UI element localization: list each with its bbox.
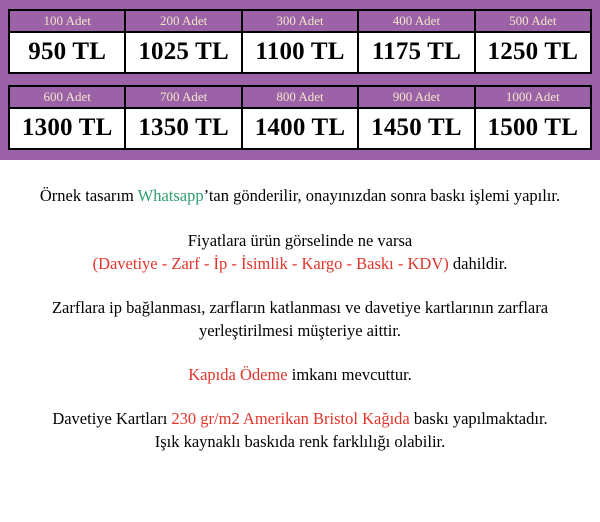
pricing-price-value: 1450 TL bbox=[371, 114, 462, 141]
pricing-qty-label: 900 Adet bbox=[359, 87, 473, 109]
pricing-cell-800 bbox=[243, 87, 359, 148]
note-paper-text-2: baskı yapılmaktadır. bbox=[409, 409, 548, 428]
note-customer-line-2: yerleştirilmesi müşteriye aittir. bbox=[198, 321, 402, 340]
pricing-qty-label: 100 Adet bbox=[10, 11, 124, 33]
note-cod-highlight: Kapıda Ödeme bbox=[188, 365, 288, 384]
pricing-table-band bbox=[0, 0, 600, 160]
pricing-price-value: 1350 TL bbox=[138, 114, 229, 141]
pricing-price-value: 1100 TL bbox=[255, 38, 345, 65]
note-whatsapp-text-2: ’tan gönderilir, onayınızdan sonra baskı işlemi yapılır. bbox=[203, 186, 561, 205]
pricing-cell-500 bbox=[476, 11, 590, 72]
note-included bbox=[14, 229, 586, 275]
pricing-qty-label: 500 Adet bbox=[476, 11, 590, 33]
pricing-cell-900 bbox=[359, 87, 475, 148]
note-included-line-1: Fiyatlara ürün görselinde ne varsa bbox=[187, 231, 413, 250]
note-paper-spec bbox=[14, 407, 586, 453]
pricing-price-value: 1025 TL bbox=[138, 38, 229, 65]
pricing-price-value: 1400 TL bbox=[254, 114, 346, 141]
pricing-price-value: 1175 TL bbox=[371, 38, 461, 65]
pricing-cell-400 bbox=[359, 11, 475, 72]
note-whatsapp-text-1: Örnek tasarım bbox=[39, 186, 138, 205]
pricing-qty-label: 800 Adet bbox=[243, 87, 357, 109]
pricing-qty-label: 700 Adet bbox=[126, 87, 240, 109]
note-customer-line-1: Zarflara ip bağlanması, zarfların katlanması ve davetiye kartlarının zarflara bbox=[51, 298, 549, 317]
pricing-cell-600 bbox=[10, 87, 126, 148]
pricing-cell-200 bbox=[126, 11, 242, 72]
pricing-price-value: 1250 TL bbox=[487, 38, 579, 65]
note-included-text-2: dahildir. bbox=[448, 254, 508, 273]
pricing-qty-label: 400 Adet bbox=[359, 11, 473, 33]
pricing-qty-label: 600 Adet bbox=[10, 87, 124, 109]
note-whatsapp bbox=[14, 184, 586, 207]
note-paper-highlight: 230 gr/m2 Amerikan Bristol Kağıda bbox=[171, 409, 410, 428]
note-customer-responsibility bbox=[14, 296, 586, 342]
note-included-highlight: (Davetiye - Zarf - İp - İsimlik - Kargo - Baskı - KDV) bbox=[92, 254, 449, 273]
pricing-price-value: 1500 TL bbox=[487, 114, 579, 141]
pricing-price-value: 1300 TL bbox=[21, 114, 113, 141]
note-paper-line-2: Işık kaynaklı baskıda renk farklılığı olabilir. bbox=[154, 432, 446, 451]
notes-section bbox=[0, 160, 600, 453]
pricing-qty-label: 200 Adet bbox=[126, 11, 240, 33]
note-cod-text-2: imkanı mevcuttur. bbox=[287, 365, 412, 384]
note-paper-text-1: Davetiye Kartları bbox=[52, 409, 172, 428]
pricing-cell-100 bbox=[10, 11, 126, 72]
note-cash-on-delivery bbox=[14, 363, 586, 386]
pricing-row-2 bbox=[8, 85, 592, 150]
pricing-qty-label: 300 Adet bbox=[243, 11, 357, 33]
note-whatsapp-highlight: Whatsapp bbox=[137, 186, 204, 205]
pricing-qty-label: 1000 Adet bbox=[476, 87, 590, 109]
pricing-price-value: 950 TL bbox=[28, 38, 107, 65]
pricing-cell-1000 bbox=[476, 87, 590, 148]
pricing-row-1 bbox=[8, 9, 592, 74]
pricing-cell-300 bbox=[243, 11, 359, 72]
pricing-cell-700 bbox=[126, 87, 242, 148]
